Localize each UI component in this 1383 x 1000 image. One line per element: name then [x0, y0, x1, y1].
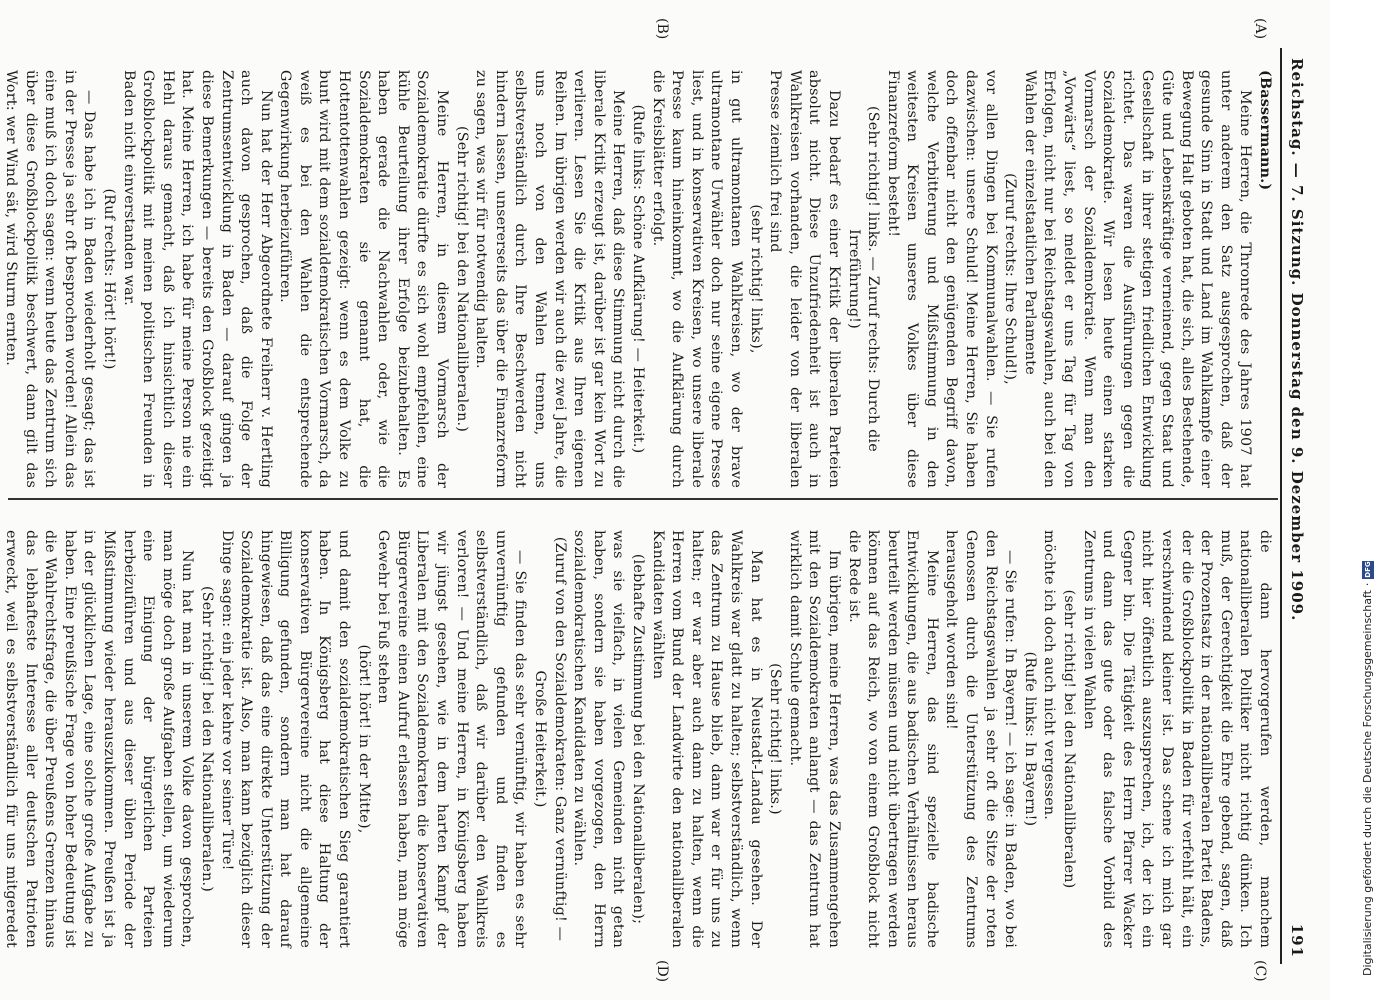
page-header [1282, 58, 1312, 958]
funding-sidebar [1352, 0, 1383, 1000]
margin-marker-b: (B) [654, 18, 670, 40]
header-rule [1280, 48, 1282, 964]
margin-marker-c: (C) [1252, 960, 1268, 982]
paragraph: Meine Herren, das sind spezielle badische Entwicklungen, die aus badischen Verhältnissen heraus beurteilt werden müssen und nicht übertragen werden können auf das Reich, wo von einem Großblock nicht die Rede ist. [845, 530, 940, 948]
paragraph: Meine Herren, daß diese Stimmung nicht durch die liberale Kritik erzeugt ist, darüber ist gar kein Wort zu verlieren. Lesen Sie die Kritik aus Ihren eigenen Reihen. Im übrigen werden wir auch die zwei Jahre, die uns noch von den Wahlen trennen, uns selbstverständlich durch Ihre Beschwerden nicht hindern lassen, unsererseits das über die Finanzreform zu sagen, was wir für notwendig halten. [473, 70, 627, 488]
interjection: (Ruf rechts: Hört! hört!) [100, 188, 117, 370]
interjection: (sehr richtig! bei den Nationalliberalen) [1061, 589, 1078, 889]
page-number: 191 [1288, 923, 1306, 958]
paragraph: Nun hat man in unserem Volke davon gesprochen, man möge doch große Aufgaben stellen, um wiederum eine Einigung der bürgerlichen Parteien herbeizuführen und aus dieser üblen Periode der Mißstimmung wieder herauszukommen. Preußen ist ja in der glücklichen Lage, eine solche große Aufgabe zu haben. Eine preußische Frage von hoher Bedeutung ist die Wahlrechtsfrage, die über Preußens Grenzen hinaus das lebhafteste Interesse aller deutschen Patrioten erweckt, weil es selbstverständlich für uns mitgeredet [3, 530, 196, 948]
paragraph: Man hat es in Neustadt-Landau gesehen. Der Wahlkreis war glatt zu halten; selbstverständlich, wenn das Zentrum zu Hause blieb, dann war er für uns zu halten; er war aber auch dann zu halten, wenn die Herren vom Bund der Landwirte den nationalliberalen Kandidaten wählten [649, 530, 764, 948]
header-title: Reichstag. — 7. Sitzung. Donnerstag den 9. Dezember 1909. [1288, 58, 1306, 622]
interjection: (Rufe links: In Bayern!) [1021, 651, 1038, 827]
interjection: (sehr richtig! links), [747, 204, 764, 354]
paragraph: — Sie rufen: In Bayern! — ich sage: in Baden, wo bei den Reichstagswahlen ja sehr oft die Sitze der roten Genossen durch die Unterstützung des Zentrums herausgeholt worden sind! [943, 530, 1019, 948]
funding-text: Digitalisierung gefördert durch die Deutsche Forschungsgemeinschaft [1361, 590, 1374, 976]
paragraph: möchte ich doch auch nicht vergessen. [1041, 530, 1058, 821]
dfg-logo-icon: DFG [1363, 561, 1372, 578]
paragraph: — Sie finden das sehr vernünftig, wir haben es sehr unvernünftig gefunden und finden es selbstverständlich, daß wir darüber den Wahlkreis verloren! — Und meine Herren, in Königsberg haben wir jüngst gesehen, wie in dem harten Kampf der Liberalen mit den Sozialdemokraten die konservativen Bürgervereine einen Aufruf erlassen haben, man möge Gewehr bei Fuß stehen [375, 530, 529, 948]
paragraph: was sie vielfach, in vielen Gemeinden nicht getan haben, sondern sie haben vorgezogen, den Herrn sozialdemokratischen Kandidaten zu wählen. [571, 530, 627, 948]
paragraph: die dann hervorgerufen werden, manchem nationalliberalen Politiker nicht richtig dünken. Ich muß, der Gerechtigkeit die Ehre gebend, sagen, daß der Prozentsatz in der nationalliberalen Partei Badens, der die Großblockpolitik in Baden für verfehlt hält, ein verschwindend kleiner ist. Das schene ich mich gar nicht hier öffentlich auszusprechen, ich, der ich ein Gegner bin. Die Tätigkeit des Herrn Pfarrer Wacker und dann das gute oder das falsche Vorbild des Zentrums in vielen Wahlen [1080, 530, 1273, 948]
interjection: (Rufe links: Schöne Aufklärung! — Heiterkeit.) [630, 104, 646, 454]
paragraph: Meine Herren, die Thronrede des Jahres 1907 hat unter anderem den Satz ausgesprochen, daß der gesunde Sinn in Stadt und Land im Wahlkampfe einer Bewegung Halt geboten hat, die sich, alles Bestehende, Güte und Lebenskräftige verneinend, gegen Staat und Gesellschaft in ihrer stetigen friedlichen Entwicklung richtet. Das waren die Ausführungen gegen die Sozialdemokratie. Wir lesen heute einen starken Vormarsch der Sozialdemokratie. Wenn man den „Vorwärts“ liest, so meldet er uns Tag für Tag von Erfolgen, nicht nur bei Reichstagswahlen, auch bei den Wahlen der einzelstaatlichen Parlamente [1021, 70, 1254, 488]
interjection: (Zuruf rechts: Ihre Schuld!), [1002, 173, 1019, 385]
interjection: (Sehr richtig! links. — Zuruf rechts: Durch die Irreführung!) [845, 106, 882, 452]
paragraph: vor allen Dingen bei Kommunalwahlen. — Sie rufen dazwischen: unsere Schuld! Meine Herren, Sie haben doch offenbar nicht den genügenden Begriff davon, welche Verbitterung und Mißstimmung in den weitesten Kreisen unseres Volkes über diese Finanzreform besteht! [884, 70, 999, 488]
interjection: (lebhafte Zustimmung bei den Nationalliberalen); [630, 553, 646, 925]
interjection: (Sehr richtig! bei den Nationalliberalen.) [198, 585, 215, 893]
speaker-name: (Bassermann.) [1257, 70, 1273, 191]
interjection: (Sehr richtig! links.) [767, 663, 784, 815]
margin-marker-d: (D) [654, 960, 670, 983]
paragraph: Dazu bedarf es einer Kritik der liberalen Parteien absolut nicht. Diese Unzufriedenheit ist auch in Wahlkreisen vorhanden, die leider von der liberalen Presse ziemlich frei sind [767, 70, 842, 488]
right-column [3, 530, 1274, 948]
column-divider [8, 498, 1278, 500]
interjection: (hört! hört! in der Mitte), [355, 644, 372, 834]
paragraph: in gut ultramontanen Wahlkreisen, wo der brave ultramontane Urwähler doch nur seine eigene Presse liest, und in konservativen Kreisen, wo unsere liberale Presse kaum hineinkommt, wo die Aufklärung durch die Kreisblätter erfolgt. [649, 70, 744, 488]
interjection: (Zuruf von den Sozialdemokraten: Ganz vernünftig! — Große Heiterkeit.) [532, 536, 568, 942]
paragraph: Im übrigen, meine Herren, was das Zusammengehen mit den Sozialdemokraten anlangt — das Zentrum hat wirklich damit Schule gemacht. [786, 530, 842, 948]
margin-marker-a: (A) [1252, 18, 1268, 40]
interjection: (Sehr richtig! bei den Nationalliberalen.) [453, 125, 470, 433]
funding-note [1352, 0, 1383, 1000]
paragraph: — Das habe ich in Baden wiederholt gesagt; das ist in der Presse ja sehr oft besprochen worden! Allein das eine muß ich doch sagen: wenn heute das Zentrum sich über diese Großblockpolitik beschwert, dann gilt das Wort: wer Wind sät, wird Sturm ernten. [3, 70, 98, 488]
left-column [3, 70, 1274, 488]
paragraph: und damit den sozialdemokratischen Sieg garantiert haben. In Königsberg hat diese Haltung der konservativen Bürgervereine nicht die allgemeine Billigung gefunden, sondern man hat darauf hingewiesen, daß das eine direkte Unterstützung der Sozialdemokratie ist. Also, man kann bezüglich dieser Dinge sagen: ein jeder kehre vor seiner Türe! [218, 530, 353, 948]
paragraph: Meine Herren, in diesem Vormarsch der Sozialdemokratie dürfte es sich wohl empfehlen, eine kühle Beurteilung ihrer Erfolge beizubehalten. Es haben gerade die Nachwahlen oder, wie die Sozialdemokraten sie genannt hat, die Hottentottenwahlen gezeigt: wenn es dem Volke zu bunt wird mit dem sozialdemokratischen Vormarsch, da weiß es bei den Wahlen die entsprechende Gegenwirkung herbeizuführen. [277, 70, 451, 488]
funding-separator: · [1361, 582, 1374, 587]
paragraph: Nun hat der Herr Abgeordnete Freiherr v. Hertling auch davon gesprochen, daß die Folge der Zentrumsentwicklung in Baden — darauf gingen ja diese Bemerkungen — bereits den Großblock gezeitigt hat. Meine Herren, ich habe für meine Person nie ein Hehl daraus gemacht, daß ich hinsichtlich dieser Großblockpolitik mit meinen politischen Freunden in Baden nicht einverstanden war. [120, 70, 274, 488]
